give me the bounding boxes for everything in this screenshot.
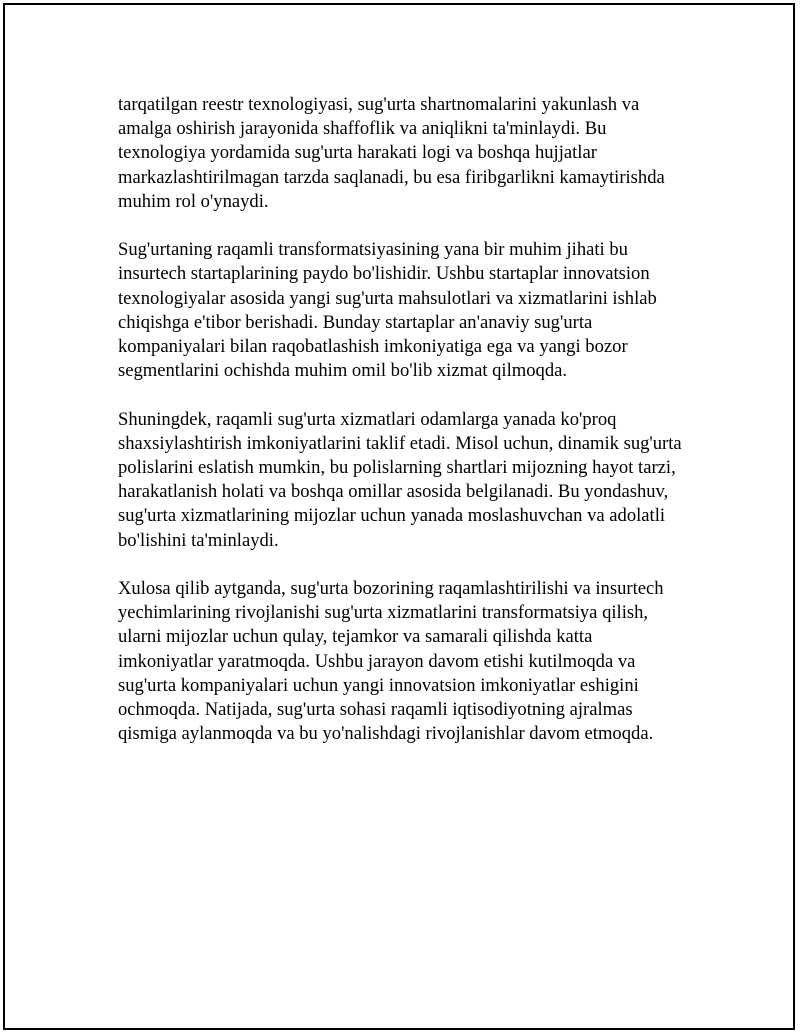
text-line: Xulosa qilib aytganda, sug'urta bozorining raqamlashtirilishi va insurtech xyxy=(118,578,664,600)
text-line: bo'lishini ta'minlaydi. xyxy=(118,529,279,551)
text-line: muhim rol o'ynaydi. xyxy=(118,190,269,212)
paragraph-1 xyxy=(118,93,688,214)
text-line: sug'urta kompaniyalari uchun yangi innovatsion imkoniyatlar eshigini xyxy=(118,674,639,696)
text-line: ularni mijozlar uchun qulay, tejamkor va samarali qilishda katta xyxy=(118,626,593,648)
text-line: Sug'urtaning raqamli transformatsiyasining yana bir muhim jihati bu xyxy=(118,239,628,261)
text-line: segmentlarini ochishda muhim omil bo'lib xizmat qilmoqda. xyxy=(118,360,568,382)
text-line: texnologiyalar asosida yangi sug'urta mahsulotlari va xizmatlarini ishlab xyxy=(118,287,657,309)
text-line: Shuningdek, raqamli sug'urta xizmatlari odamlarga yanada ko'proq xyxy=(118,408,617,430)
text-line: shaxsiylashtirish imkoniyatlarini taklif etadi. Misol uchun, dinamik sug'urta xyxy=(118,432,682,454)
text-line: tarqatilgan reestr texnologiyasi, sug'urta shartnomalarini yakunlash va xyxy=(118,94,640,115)
text-line: sug'urta xizmatlarining mijozlar uchun yanada moslashuvchan va adolatli xyxy=(118,505,666,527)
text-line: markazlashtirilmagan tarzda saqlanadi, bu esa firibgarlikni kamaytirishda xyxy=(118,166,665,188)
text-line: chiqishga e'tibor berishadi. Bunday startaplar an'anaviy sug'urta xyxy=(118,311,593,333)
text-line: ochmoqda. Natijada, sug'urta sohasi raqamli iqtisodiyotning ajralmas xyxy=(118,699,633,721)
text-line: amalga oshirish jarayonida shaffoflik va aniqlikni ta'minlaydi. Bu xyxy=(118,118,607,140)
text-line: qismiga aylanmoqda va bu yo'nalishdagi rivojlanishlar davom etmoqda. xyxy=(118,723,654,745)
text-line: yechimlarining rivojlanishi sug'urta xizmatlarini transformatsiya qilish, xyxy=(118,602,649,624)
text-line: insurtech startaplarining paydo bo'lishidir. Ushbu startaplar innovatsion xyxy=(118,263,650,285)
text-line: imkoniyatlar yaratmoqda. Ushbu jarayon davom etishi kutilmoqda va xyxy=(118,650,636,672)
paragraph-2 xyxy=(118,238,688,383)
paragraph-3 xyxy=(118,408,688,553)
text-line: polislarini eslatish mumkin, bu polislarning shartlari mijozning hayot tarzi, xyxy=(118,457,676,479)
text-line: kompaniyalari bilan raqobatlashish imkoniyatiga ega va yangi bozor xyxy=(118,336,628,358)
paragraph-4 xyxy=(118,577,688,746)
document-body xyxy=(118,93,688,771)
text-line: texnologiya yordamida sug'urta harakati logi va boshqa hujjatlar xyxy=(118,142,597,164)
text-line: harakatlanish holati va boshqa omillar asosida belgilanadi. Bu yondashuv, xyxy=(118,481,669,503)
